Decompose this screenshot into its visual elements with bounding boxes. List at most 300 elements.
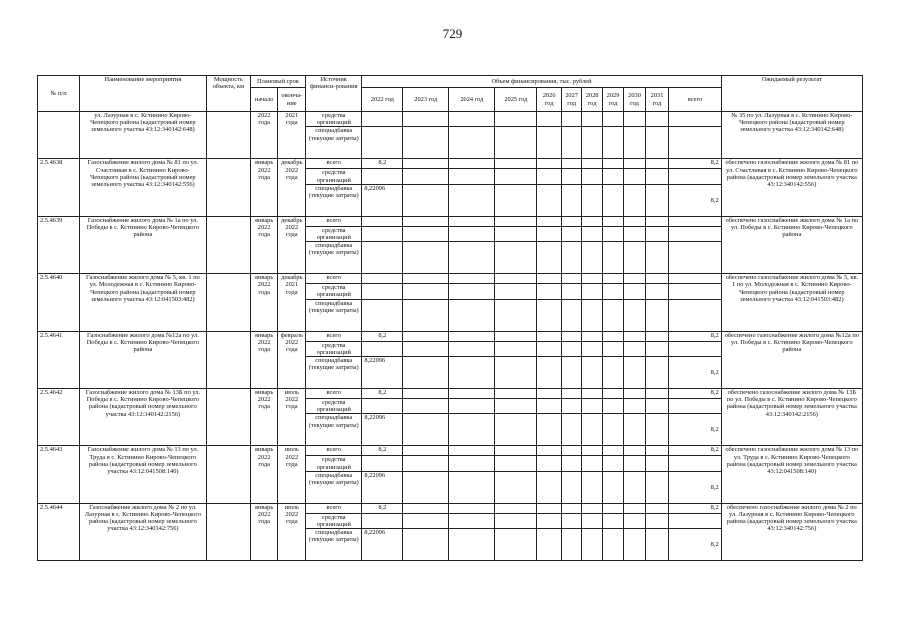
row-value-empty [645,446,669,456]
row-value-empty [561,274,581,284]
row-value-empty [602,389,623,399]
row-value-empty [624,159,645,169]
row-value-empty [645,399,669,414]
row-value-empty [602,216,623,226]
row-result: обеспечено газоснабжение жилого дома № 5, кв. 1 по ул. Молодежная в с. Кстинино Кирово-Чепецкого района (кадастровый номер земельного участка 43:12:041503:482) [721,274,862,331]
row-value-empty [495,242,537,274]
row-value-empty [403,471,449,503]
row-term-end: июль 2022 года [278,503,306,560]
row-value-empty [561,513,581,528]
row-value-empty [537,389,562,399]
row-value-empty [561,341,581,356]
row-source: спецнадбавка (текущие затраты) [306,242,362,274]
table-row [38,112,863,127]
table-row [38,216,863,226]
row-value-total [669,513,721,528]
row-value-empty [537,127,562,159]
row-number: 2.5.4639 [38,216,80,273]
row-value-empty [449,127,495,159]
row-value-empty [537,159,562,169]
row-value-empty [561,414,581,446]
row-value-total [669,341,721,356]
row-value-empty [582,503,602,513]
row-value-empty [624,341,645,356]
row-value-empty [403,284,449,299]
row-value-empty [495,184,537,216]
row-value-empty [403,184,449,216]
row-source: средства организаций [306,456,362,471]
row-term-start: январь 2022 года [250,446,278,503]
row-value-empty [582,529,602,561]
row-value-empty [537,357,562,389]
row-value-empty [537,226,562,241]
header-term-end: оконча-ние [278,88,306,112]
row-value-empty [624,513,645,528]
row-name: ул. Лазурная в с. Кстинино Кирово-Чепецкого района (кадастровый номер земельного участка 43:12:340142:648) [79,112,206,159]
row-term-end: декабрь 2022 года [278,216,306,273]
row-value-2022: 8,22096 [362,357,403,389]
row-value-empty [537,242,562,274]
row-value-empty [645,242,669,274]
row-value-empty [602,357,623,389]
row-term-start: январь 2022 года [250,503,278,560]
row-value-empty [449,414,495,446]
row-value-empty [495,159,537,169]
row-value-empty [449,331,495,341]
row-value-2022 [362,127,403,159]
table-row [38,159,863,169]
row-value-empty [403,169,449,184]
row-value-empty [582,513,602,528]
row-value-empty [624,184,645,216]
row-value-empty [645,341,669,356]
row-value-empty [561,216,581,226]
header-year: 2027 год [561,88,581,112]
row-value-empty [495,112,537,127]
row-value-empty [537,112,562,127]
row-value-empty [449,274,495,284]
row-value-empty [449,284,495,299]
row-value-2022 [362,242,403,274]
row-source: всего [306,159,362,169]
row-value-empty [537,471,562,503]
row-value-empty [624,471,645,503]
row-value-empty [582,184,602,216]
row-value-empty [624,529,645,561]
row-value-empty [645,274,669,284]
row-value-empty [537,456,562,471]
row-value-empty [602,242,623,274]
row-value-2022 [362,299,403,331]
table-row [38,446,863,456]
row-value-empty [561,242,581,274]
row-value-empty [495,357,537,389]
row-value-empty [561,299,581,331]
row-source: спецнадбавка (текущие затраты) [306,357,362,389]
row-value-total: 8,2 [669,503,721,513]
row-value-empty [582,456,602,471]
row-source: всего [306,389,362,399]
row-value-total: 8,2 [669,357,721,389]
row-value-empty [645,226,669,241]
row-value-2022 [362,513,403,528]
row-value-empty [645,184,669,216]
row-result: обеспечено газоснабжение жилого дома № 13Б по ул. Победы в с. Кстинино Кирово-Чепецкого района (кадастровый номер земельного участка 43:12:340142:2156) [721,389,862,446]
row-value-empty [537,513,562,528]
row-value-empty [403,389,449,399]
row-value-empty [582,242,602,274]
row-value-total [669,274,721,284]
row-value-empty [624,414,645,446]
row-value-empty [561,331,581,341]
row-value-empty [582,341,602,356]
row-value-empty [624,357,645,389]
row-value-empty [403,446,449,456]
row-value-total: 8,2 [669,159,721,169]
row-value-empty [645,414,669,446]
row-source: средства организаций [306,169,362,184]
table-row [38,274,863,284]
row-value-empty [582,357,602,389]
row-value-empty [624,274,645,284]
row-value-empty [403,299,449,331]
row-value-2022 [362,112,403,127]
row-value-empty [403,357,449,389]
row-value-empty [537,331,562,341]
row-value-empty [645,299,669,331]
row-value-empty [449,389,495,399]
row-source: средства организаций [306,112,362,127]
row-number: 2.5.4643 [38,446,80,503]
header-year: 2028 год [582,88,602,112]
row-value-2022: 8,2 [362,389,403,399]
row-value-empty [403,216,449,226]
row-value-empty [582,216,602,226]
page-number: 729 [442,26,463,41]
row-value-empty [602,284,623,299]
row-value-empty [495,169,537,184]
row-source: всего [306,446,362,456]
header-year: 2025 год [495,88,537,112]
row-value-empty [645,169,669,184]
row-value-empty [561,503,581,513]
row-result: № 35 по ул. Лазурная в с. Кстинино Кирово-Чепецкого района (кадастровый номер земельного участка 43:12:340142:648) [721,112,862,159]
row-value-2022: 8,22096 [362,471,403,503]
table-row [38,331,863,341]
row-value-empty [624,284,645,299]
row-value-empty [449,159,495,169]
row-value-empty [403,112,449,127]
row-capacity [206,216,250,273]
row-term-start: январь 2022 года [250,274,278,331]
row-value-empty [449,357,495,389]
row-source: спецнадбавка (текущие затраты) [306,184,362,216]
row-value-empty [561,446,581,456]
row-value-total [669,112,721,127]
row-value-empty [561,127,581,159]
row-number: 2.5.4641 [38,331,80,388]
row-number: 2.5.4640 [38,274,80,331]
row-value-2022 [362,456,403,471]
row-value-empty [495,446,537,456]
table-body [38,112,863,561]
row-result: обеспечено газоснабжение жилого дома № 2 по ул. Лазурная в с. Кстинино Кирово-Чепецкого района (кадастровый номер земельного участка 43:12:340142:756) [721,503,862,560]
row-name: Газоснабжение жилого дома № 13 по ул. Труда в с. Кстинино Кирово-Чепецкого района (кадастровый номер земельного участка 43:12:041508:140) [79,446,206,503]
row-name: Газоснабжение жилого дома № 1а по ул. Победы в с. Кстинино Кирово-Чепецкого района [79,216,206,273]
row-value-empty [495,513,537,528]
row-value-empty [624,242,645,274]
row-value-empty [403,414,449,446]
row-value-2022 [362,274,403,284]
row-value-empty [561,456,581,471]
row-value-empty [602,399,623,414]
header-year: 2024 год [449,88,495,112]
row-value-total [669,127,721,159]
row-value-empty [645,503,669,513]
row-value-empty [561,226,581,241]
row-capacity [206,112,250,159]
row-value-empty [449,456,495,471]
row-value-empty [582,414,602,446]
row-value-empty [403,341,449,356]
row-term-end: 2021 года [278,112,306,159]
row-value-empty [561,169,581,184]
row-value-2022 [362,216,403,226]
row-value-empty [582,389,602,399]
row-value-empty [495,341,537,356]
row-value-empty [602,112,623,127]
row-value-empty [449,471,495,503]
row-value-2022: 8,22096 [362,184,403,216]
row-term-start: январь 2022 года [250,159,278,216]
row-value-empty [537,274,562,284]
row-value-empty [495,331,537,341]
row-value-empty [645,357,669,389]
row-name: Газоснабжение жилого дома № 81 по ул. Счастливая в с. Кстинино Кирово-Чепецкого района (кадастровый номер земельного участка 43:12:340142:556) [79,159,206,216]
row-number: 2.5.4638 [38,159,80,216]
row-value-empty [537,299,562,331]
row-value-empty [602,299,623,331]
row-value-total [669,456,721,471]
header-source: Источник финанси-рования [306,76,362,112]
row-capacity [206,159,250,216]
row-value-empty [537,446,562,456]
row-value-empty [561,159,581,169]
row-value-empty [561,112,581,127]
row-value-empty [602,503,623,513]
row-value-empty [561,357,581,389]
row-value-empty [449,513,495,528]
header-total: всего [669,88,721,112]
row-value-empty [561,389,581,399]
row-name: Газоснабжение жилого дома № 5, кв. 1 по ул. Молодежная в с. Кстинино Кирово-Чепецкого района (кадастровый номер земельного участка 43:12:041503:482) [79,274,206,331]
row-value-empty [624,503,645,513]
row-value-2022 [362,341,403,356]
row-value-empty [495,471,537,503]
row-value-total: 8,2 [669,331,721,341]
row-value-empty [602,127,623,159]
row-term-end: июль 2022 года [278,446,306,503]
row-value-2022 [362,169,403,184]
row-value-empty [582,274,602,284]
row-value-empty [561,399,581,414]
row-value-total [669,226,721,241]
row-value-empty [582,112,602,127]
row-capacity [206,331,250,388]
row-value-empty [624,399,645,414]
row-value-empty [645,216,669,226]
row-value-empty [645,471,669,503]
row-value-empty [602,159,623,169]
header-year: 2031 год [645,88,669,112]
row-value-2022: 8,2 [362,159,403,169]
row-value-empty [537,399,562,414]
row-capacity [206,503,250,560]
row-value-empty [537,529,562,561]
row-value-empty [602,341,623,356]
row-capacity [206,274,250,331]
row-value-empty [495,274,537,284]
table-row [38,503,863,513]
row-value-empty [495,389,537,399]
row-source: средства организаций [306,341,362,356]
row-value-empty [403,127,449,159]
row-capacity [206,446,250,503]
row-value-empty [403,331,449,341]
row-value-empty [537,184,562,216]
row-value-empty [561,471,581,503]
row-value-total [669,284,721,299]
row-source: спецнадбавка (текущие затраты) [306,299,362,331]
row-source: средства организаций [306,513,362,528]
row-term-start: январь 2022 года [250,216,278,273]
row-value-empty [403,399,449,414]
row-term-end: декабрь 2022 года [278,159,306,216]
row-value-empty [403,513,449,528]
row-capacity [206,389,250,446]
row-value-empty [645,127,669,159]
row-value-total: 8,2 [669,389,721,399]
row-value-empty [449,503,495,513]
row-value-empty [403,503,449,513]
row-value-empty [645,513,669,528]
row-value-empty [537,284,562,299]
row-source: спецнадбавка (текущие затраты) [306,127,362,159]
row-source: всего [306,216,362,226]
row-value-empty [449,216,495,226]
row-value-empty [403,242,449,274]
row-value-empty [624,216,645,226]
row-value-total [669,299,721,331]
row-value-empty [449,446,495,456]
row-name: Газоснабжение жилого дома № 2 по ул. Лазурная в с. Кстинино Кирово-Чепецкого района (кадастровый номер земельного участка 43:12:340142:756) [79,503,206,560]
row-value-empty [645,112,669,127]
row-value-empty [624,331,645,341]
row-value-total [669,399,721,414]
row-value-empty [561,184,581,216]
row-value-empty [602,169,623,184]
row-value-empty [537,169,562,184]
row-value-empty [449,299,495,331]
row-value-2022: 8,22096 [362,414,403,446]
row-value-empty [495,127,537,159]
row-term-end: июль 2022 года [278,389,306,446]
row-value-empty [602,446,623,456]
row-source: всего [306,274,362,284]
row-name: Газоснабжение жилого дома № 13Б по ул. Победы в с. Кстинино Кирово-Чепецкого района (кадастровый номер земельного участка 43:12:340142:2156) [79,389,206,446]
table-row [38,389,863,399]
row-value-empty [602,414,623,446]
row-value-empty [602,331,623,341]
header-num: № п/п [38,76,80,112]
row-value-empty [624,389,645,399]
row-value-empty [624,456,645,471]
row-value-empty [449,242,495,274]
row-value-total: 8,2 [669,446,721,456]
row-value-total: 8,2 [669,414,721,446]
row-value-empty [582,399,602,414]
row-value-empty [582,127,602,159]
row-value-empty [495,399,537,414]
row-value-2022: 8,2 [362,446,403,456]
row-value-empty [582,331,602,341]
row-value-total [669,242,721,274]
header-year: 2026 год [537,88,562,112]
row-value-total: 8,2 [669,471,721,503]
row-value-empty [602,471,623,503]
row-number: 2.5.4644 [38,503,80,560]
row-term-start: январь 2022 года [250,389,278,446]
row-term-start: 2022 года [250,112,278,159]
row-value-total [669,169,721,184]
row-value-empty [602,529,623,561]
row-value-empty [495,216,537,226]
row-value-empty [537,216,562,226]
row-term-end: февраль 2022 года [278,331,306,388]
row-value-empty [582,299,602,331]
row-value-empty [495,299,537,331]
row-source: спецнадбавка (текущие затраты) [306,529,362,561]
row-value-empty [602,456,623,471]
row-value-empty [449,399,495,414]
row-term-end: декабрь 2021 года [278,274,306,331]
row-value-empty [602,184,623,216]
row-value-empty [495,414,537,446]
row-value-empty [645,284,669,299]
row-value-empty [449,169,495,184]
row-value-empty [403,529,449,561]
header-year: 2029 год [602,88,623,112]
row-value-empty [582,226,602,241]
row-result: обеспечено газоснабжение жилого дома № 13 по ул. Труда в с. Кстинино Кирово-Чепецкого района (кадастровый номер земельного участка 43:12:041508:140) [721,446,862,503]
row-value-empty [537,414,562,446]
row-value-empty [645,529,669,561]
row-value-2022: 8,22096 [362,529,403,561]
row-value-empty [602,226,623,241]
row-value-2022: 8,2 [362,331,403,341]
header-year: 2022 год [362,88,403,112]
row-value-empty [602,513,623,528]
row-value-2022 [362,399,403,414]
header-capacity: Мощность объекта, км [206,76,250,112]
row-value-empty [582,159,602,169]
row-term-start: январь 2022 года [250,331,278,388]
row-value-empty [582,446,602,456]
row-name: Газоснабжение жилого дома №12а по ул. Победы в с. Кстинино Кирово-Чепецкого района [79,331,206,388]
row-value-empty [403,274,449,284]
row-value-empty [449,226,495,241]
row-value-empty [495,529,537,561]
